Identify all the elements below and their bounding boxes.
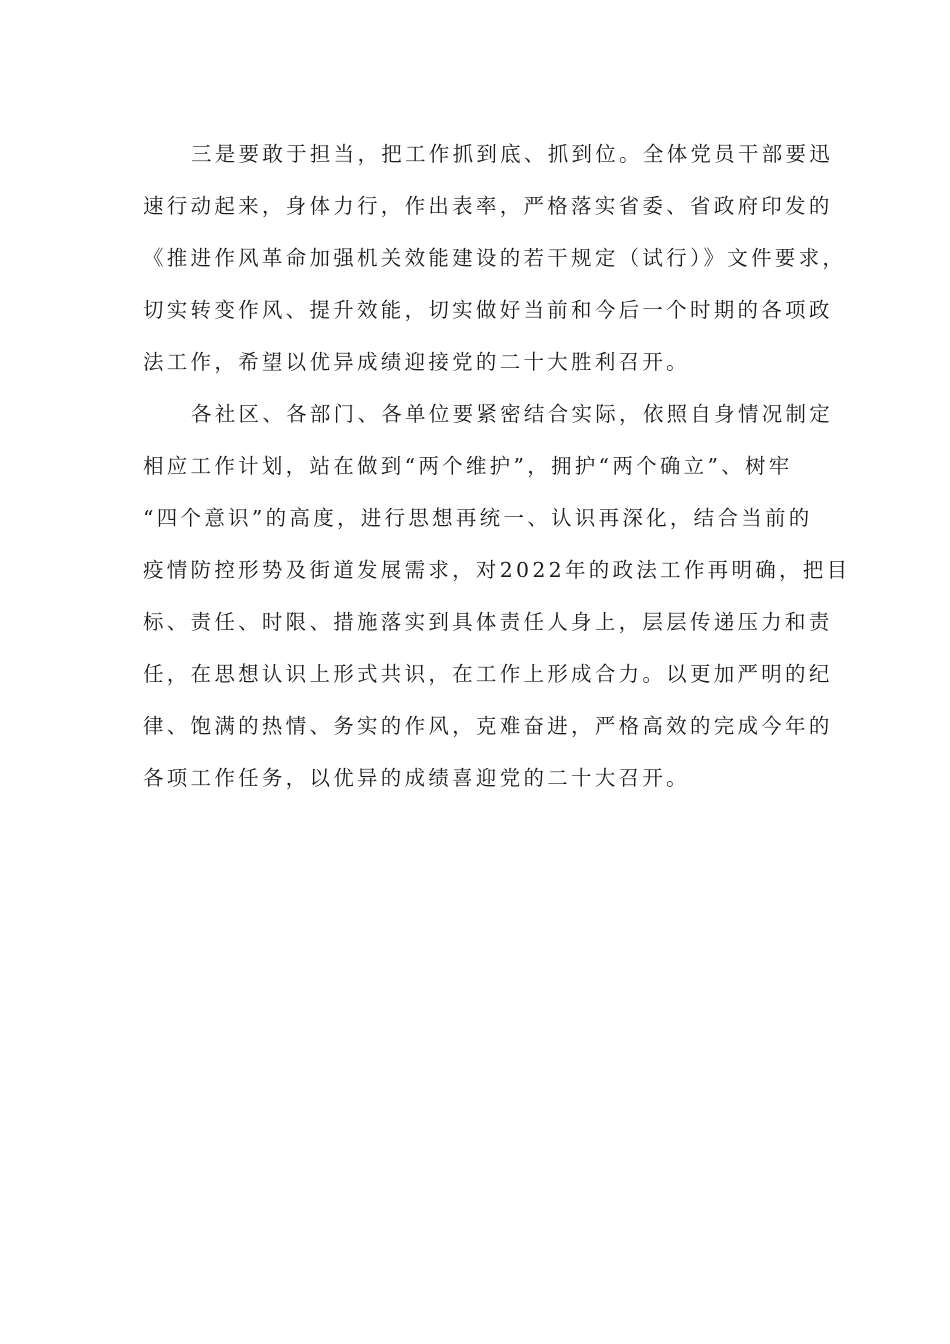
paragraph-line: 疫情防控形势及街道发展需求，对2022年的政法工作再明确，把目	[143, 558, 851, 582]
paragraph-2	[143, 388, 851, 804]
paragraph-line: 切实转变作风、提升效能，切实做好当前和今后一个时期的各项政	[143, 298, 833, 322]
paragraph-line: 三是要敢于担当，把工作抓到底、抓到位。全体党员干部要迅	[191, 142, 834, 166]
document-body	[143, 128, 851, 804]
paragraph-line: 法工作，希望以优异成绩迎接党的二十大胜利召开。	[143, 350, 690, 374]
paragraph-1	[143, 128, 847, 388]
paragraph-line: 各项工作任务，以优异的成绩喜迎党的二十大召开。	[143, 766, 690, 790]
paragraph-line: 速行动起来，身体力行，作出表率，严格落实省委、省政府印发的	[143, 194, 833, 218]
paragraph-line: 《推进作风革命加强机关效能建设的若干规定（试行）》文件要求，	[143, 246, 847, 270]
paragraph-line: 律、饱满的热情、务实的作风，克难奋进，严格高效的完成今年的	[143, 714, 833, 738]
paragraph-line: 各社区、各部门、各单位要紧密结合实际，依照自身情况制定	[191, 402, 834, 426]
paragraph-line: “四个意识”的高度，进行思想再统一、认识再深化，结合当前的	[143, 506, 813, 530]
paragraph-line: 任，在思想认识上形式共识，在工作上形成合力。以更加严明的纪	[143, 662, 833, 686]
paragraph-line: 标、责任、时限、措施落实到具体责任人身上，层层传递压力和责	[143, 610, 833, 634]
paragraph-line: 相应工作计划，站在做到“两个维护”，拥护“两个确立”、树牢	[143, 454, 793, 478]
